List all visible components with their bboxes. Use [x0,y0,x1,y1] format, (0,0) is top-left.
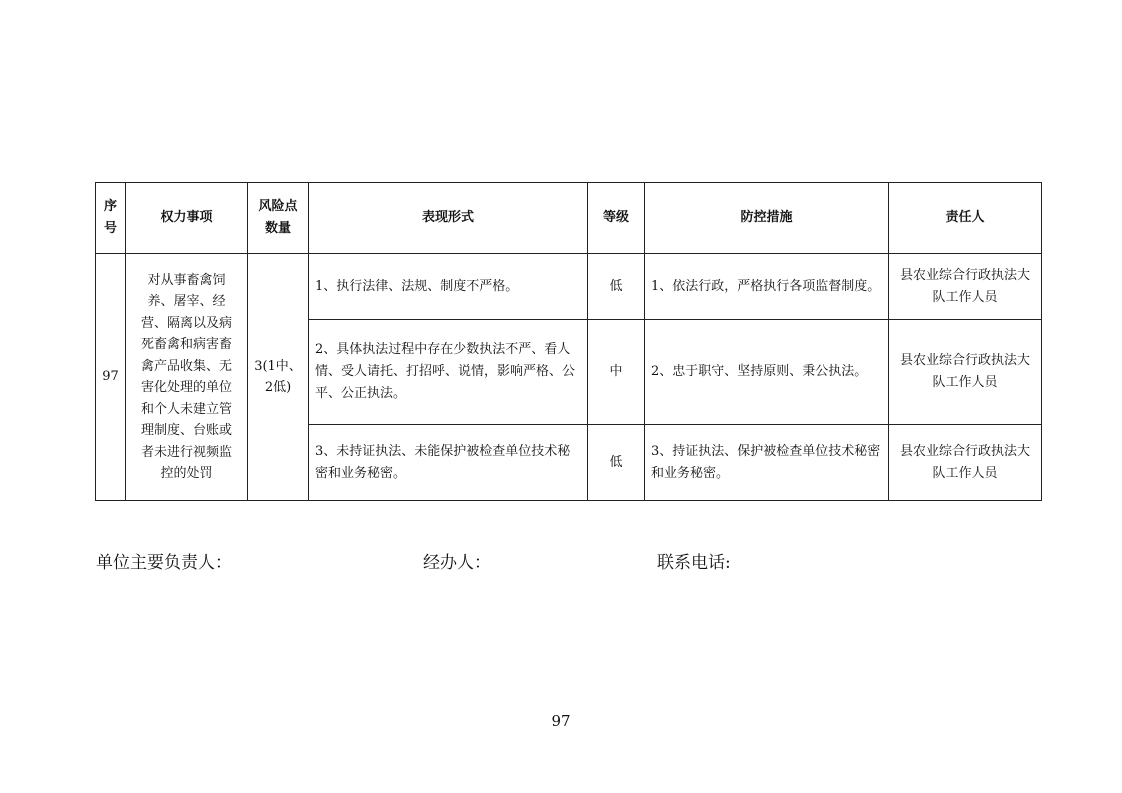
responsible-cell [889,425,1042,501]
item-index: 97 [102,369,119,384]
measures-text: 2、忠于职守、坚持原则、秉公执法。 [651,364,868,379]
manifestation-cell [309,254,588,320]
header-index-label: 序 号 [103,199,117,236]
item-index-cell [96,254,126,501]
responsible-text: 县农业综合行政执法大队工作人员 [899,267,1030,305]
item-matter-cell [126,254,248,501]
risk-control-table [95,182,1042,501]
header-matter-label: 权力事项 [160,210,213,225]
responsible-cell [889,254,1042,320]
header-measures [645,183,889,254]
manifestation-text: 2、具体执法过程中存在少数执法不严、看人情、受人请托、打招呼、说情，影响严格、公平、公正执法。 [315,342,576,401]
header-measures-label: 防控措施 [740,210,793,225]
level-text: 中 [609,364,623,379]
header-level-label: 等级 [602,210,629,225]
measures-cell [645,254,889,320]
measures-text: 3、持证执法、保护被检查单位技术秘密和业务秘密。 [651,443,881,481]
header-level [588,183,645,254]
page-number: 97 [551,712,571,730]
responsible-text: 县农业综合行政执法大队工作人员 [899,443,1030,481]
responsible-text: 县农业综合行政执法大队工作人员 [899,353,1030,390]
header-manifestation [309,183,588,254]
item-matter: 对从事畜禽饲养、屠宰、经营、隔离以及病死畜禽和病害畜禽产品收集、无害化处理的单位和个人未建立管理制度、台账或者未进行视频监控的处罚 [140,272,232,481]
header-matter [126,183,248,254]
level-text: 低 [609,454,623,470]
level-text: 低 [609,278,623,294]
header-risk-count-label: 风险点 数量 [258,199,298,236]
header-manifestation-label: 表现形式 [421,210,474,225]
phone-label: 联系电话: [657,553,731,573]
item-risk-count-cell [248,254,309,501]
unit-head-label: 单位主要负责人： [96,553,232,573]
measures-cell [645,425,889,501]
header-row [96,183,1042,254]
manifestation-text: 1、执行法律、法规、制度不严格。 [315,278,519,294]
level-cell [588,254,645,320]
header-index [96,183,126,254]
header-responsible [889,183,1042,254]
header-responsible-label: 责任人 [945,210,985,225]
item-risk-count: 3(1中、2低) [254,359,302,395]
handler-label: 经办人： [423,553,491,573]
level-cell [588,425,645,501]
manifestation-cell [309,320,588,425]
responsible-cell [889,320,1042,425]
measures-cell [645,320,889,425]
header-risk-count [248,183,309,254]
level-cell [588,320,645,425]
manifestation-text: 3、未持证执法、未能保护被检查单位技术秘密和业务秘密。 [315,443,571,481]
measures-text: 1、依法行政，严格执行各项监督制度。 [651,278,881,294]
table-row [96,254,1042,320]
manifestation-cell [309,425,588,501]
